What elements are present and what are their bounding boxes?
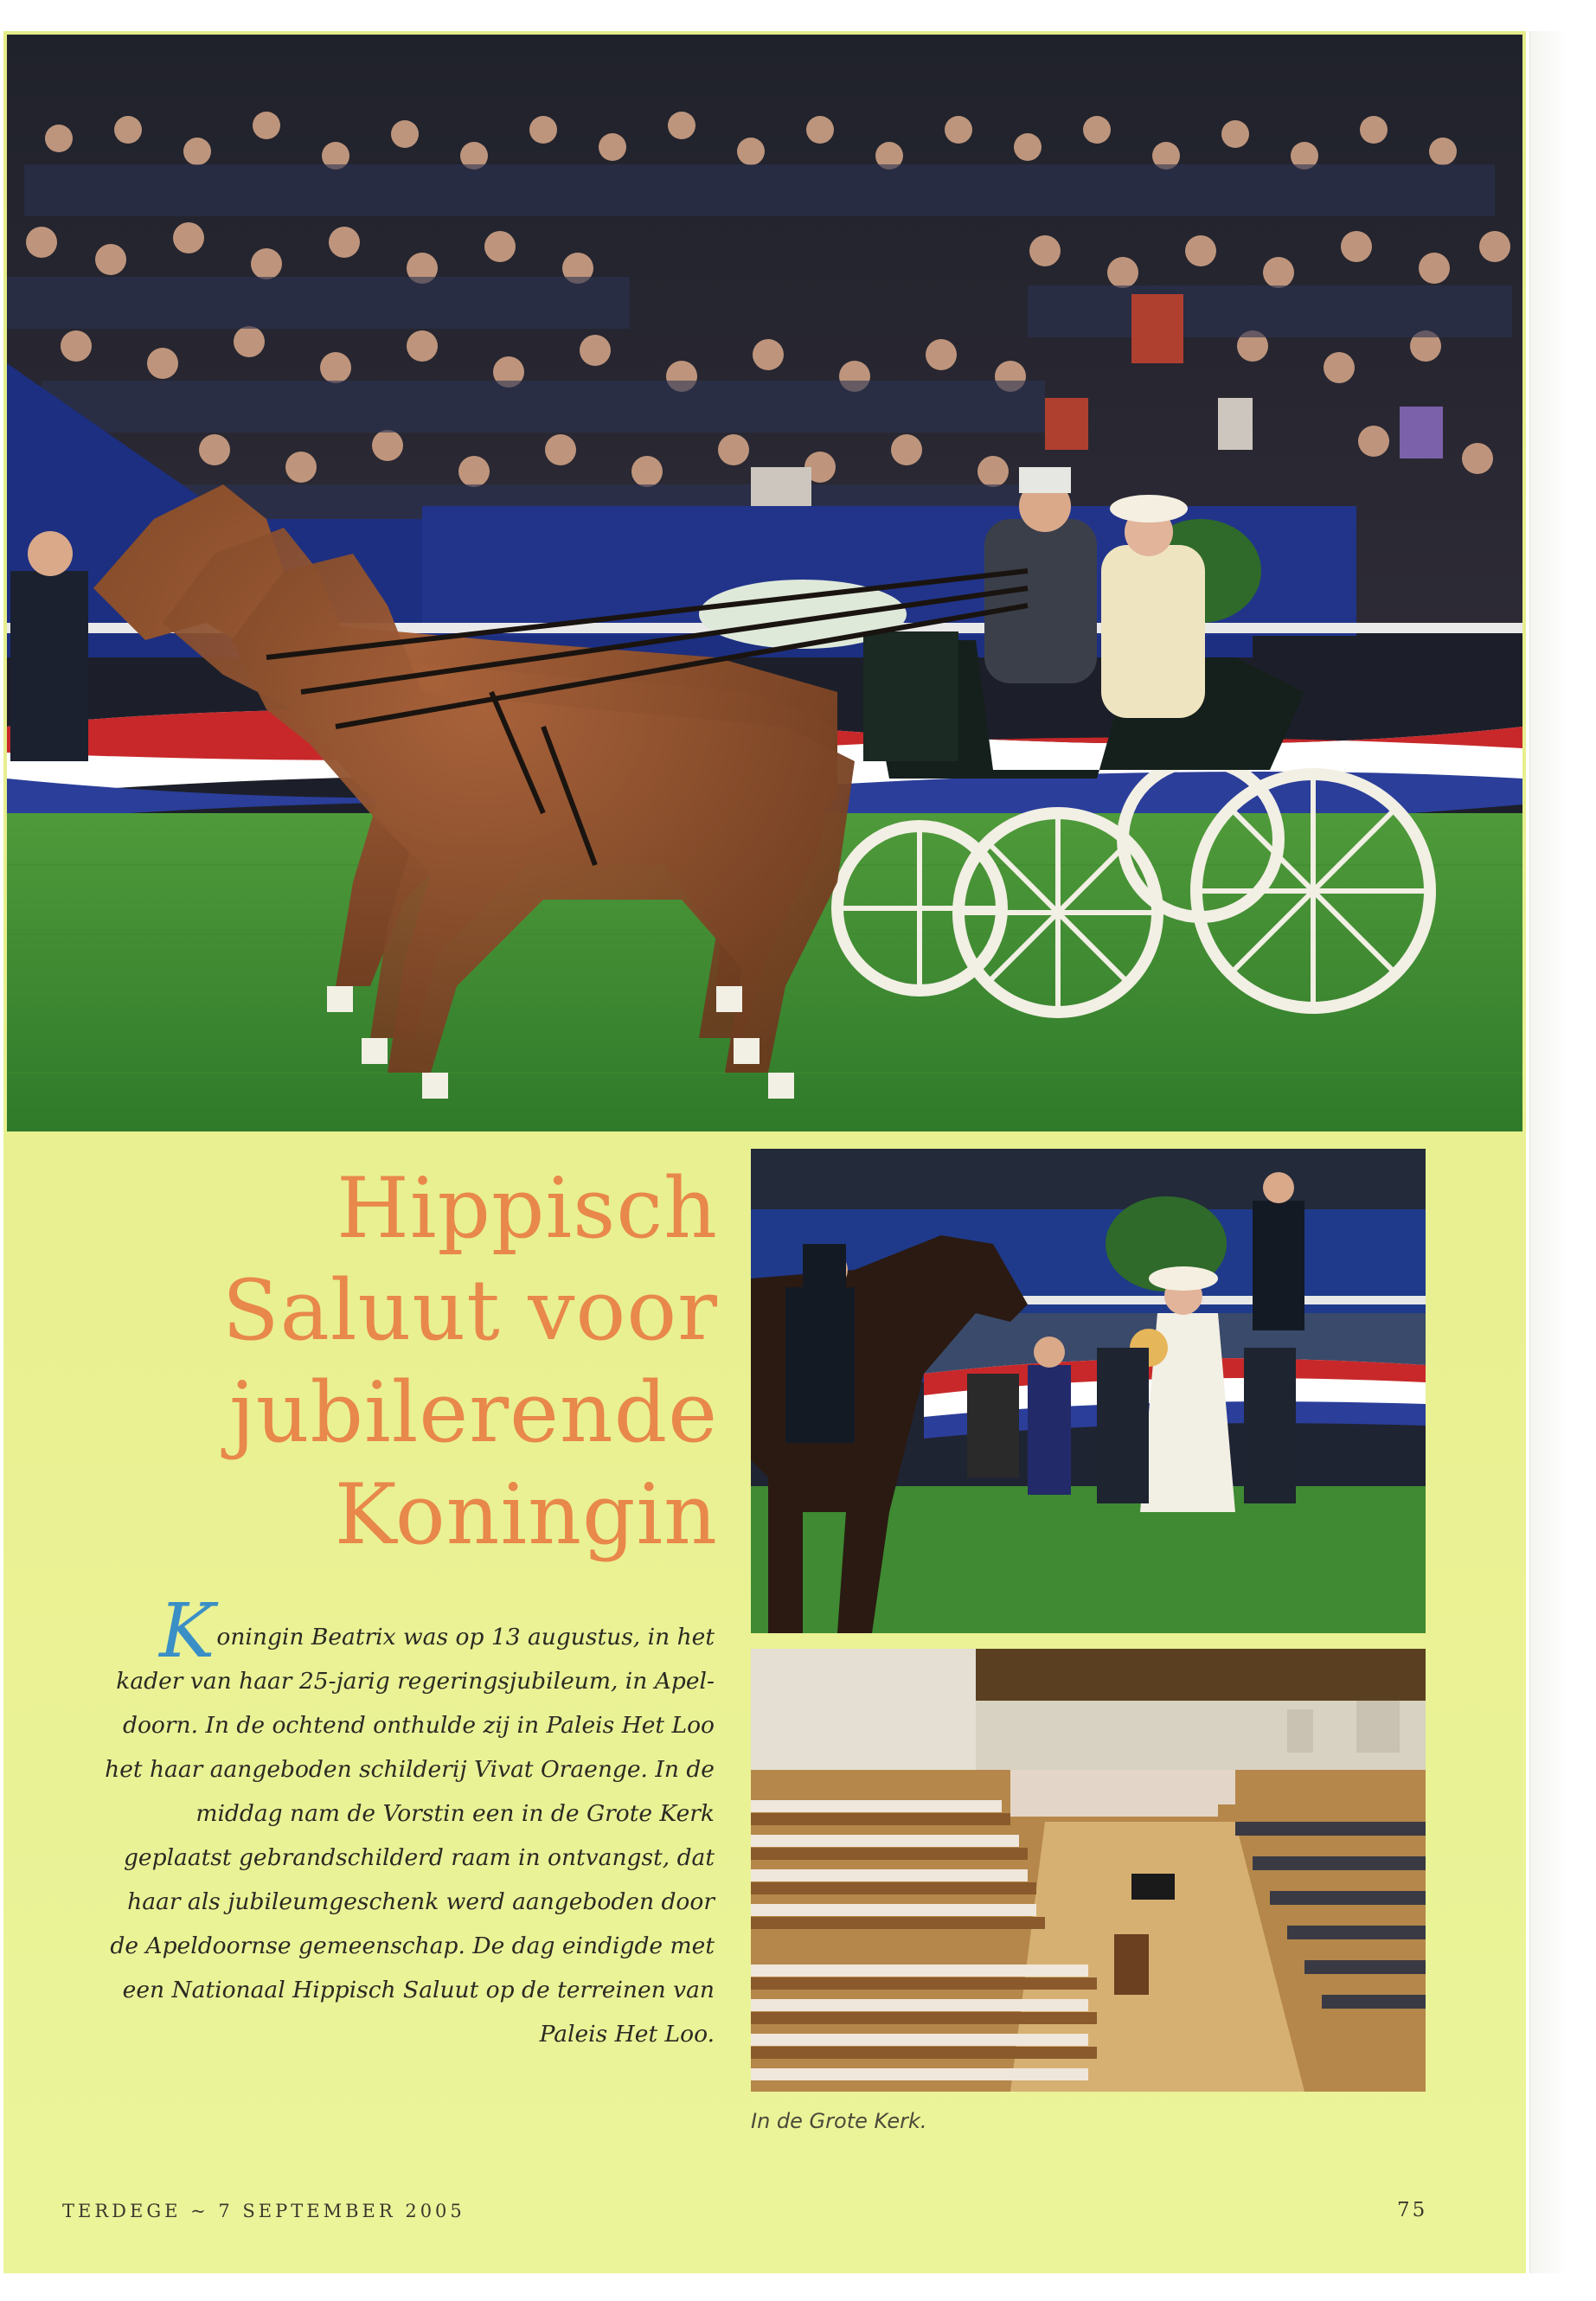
intro-line: een Nationaal Hippisch Saluut op de terreinen van	[122, 1977, 715, 2003]
page-edge	[1529, 31, 1568, 2273]
intro-line: geplaatst gebrandschilderd raam in ontvangst, dat	[123, 1844, 715, 1871]
intro-line: middag nam de Vorstin een in de Grote Kerk	[195, 1800, 715, 1827]
photo-caption: In de Grote Kerk.	[751, 2109, 927, 2133]
drop-cap: K	[159, 1588, 215, 1675]
intro-paragraph	[102, 1588, 715, 2056]
title-line: Hippisch	[337, 1160, 718, 1257]
intro-line: het haar aangeboden schilderij Vivat Oraenge. In de	[105, 1756, 715, 1783]
page-number: 75	[1397, 2199, 1428, 2221]
title-line: jubilerende	[228, 1364, 718, 1461]
intro-line: kader van haar 25-jarig regeringsjubileum, in Apel-	[116, 1668, 715, 1695]
title-line: Koningin	[334, 1466, 718, 1563]
hero-photo-horse-carriage	[7, 35, 1522, 1131]
article-title	[130, 1157, 718, 1566]
intro-line: haar als jubileumgeschenk werd aangeboden door	[127, 1888, 715, 1915]
intro-line-first	[102, 1588, 715, 1675]
intro-line: Paleis Het Loo.	[539, 2021, 715, 2048]
photo-queen-with-rider	[751, 1149, 1426, 1633]
intro-line: doorn. In de ochtend onthulde zij in Paleis Het Loo	[123, 1712, 715, 1739]
intro-line: de Apeldoornse gemeenschap. De dag eindigde met	[110, 1932, 715, 1959]
title-line: Saluut voor	[221, 1262, 718, 1359]
publication-footer: TERDEGE ~ 7 SEPTEMBER 2005	[62, 2201, 465, 2221]
photo-grote-kerk-interior	[751, 1649, 1426, 2092]
intro-line: oningin Beatrix was op 13 augustus, in het	[216, 1624, 715, 1650]
